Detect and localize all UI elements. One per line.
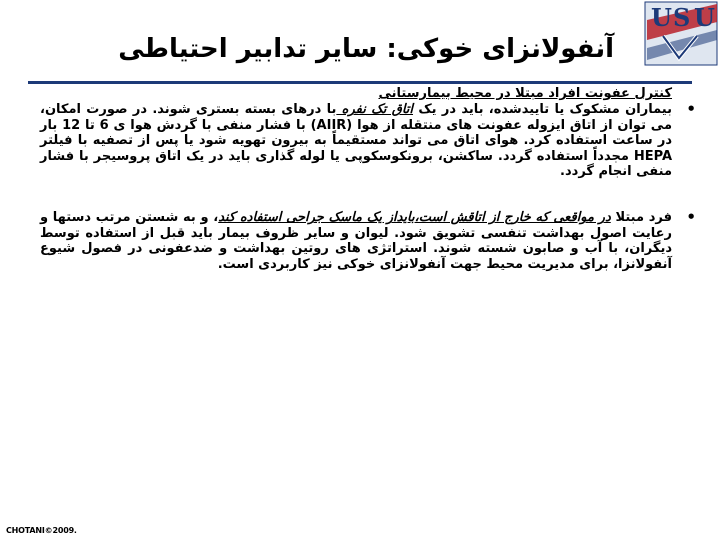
usu-logo (639, 0, 720, 67)
bullet-text-end: با درهای بسته بستری شوند. در صورت امکان، می توان از اتاق ایزوله عفونت های منتقله از هوا (AIIR) با فشار منفی با گردش هوا ی 6 تا 12 بار در ساعت استفاده کرد. هوای اتاق می تواند مستقیماً به بیرون تهویه شود یا پس از تصفیه با فیلتر HEPA مجدداً استفاده گردد. ساکشن، برونکوسکوپی یا لوله گذاری باید در یک اتاق پروسیجر با فشار منفی انجام گردد. (40, 102, 672, 180)
svg-text:S: S (673, 3, 691, 32)
svg-text:U: U (694, 3, 715, 32)
usu-shield-icon (639, 0, 720, 67)
slide-title: آنفولانزای خوکی: سایر تدابیر احتیاطی (118, 34, 614, 64)
bullet-isolation-room (40, 102, 680, 179)
bullet-emphasis: در مواقعی که خارج از اتاقش است،بایداز یک ماسک جراحی استفاده کند (218, 210, 611, 226)
slide-body (40, 86, 680, 272)
bullet-text-end: ، و به شستن مرتب دستها و رعایت اصول بهداشت تنفسی تشویق شود. لیوان و سایر ظروف بیمار باید قبل از استفاده توسط دیگران، با آب و صابون شسته شوند. استراتژی های روتین بهداشت و ضدعفونی در فصول شیوع آنفولانزا، برای مدیریت محیط جهت آنفولانزای خوکی نیز کاربردی است. (40, 210, 672, 272)
section-heading: کنترل عفونت افراد مبتلا در محیط بیمارستانی (378, 86, 672, 101)
bullet-text-start: فرد مبتلا (610, 210, 673, 226)
bullet-text-start: بیماران مشکوک یا تاییدشده، باید در یک (413, 102, 672, 118)
bullet-surgical-mask (40, 210, 680, 272)
title-divider (28, 81, 692, 84)
svg-text:U: U (651, 3, 672, 32)
bullet-emphasis: اتاق تک نفره (336, 102, 414, 118)
copyright-footer: CHOTANI©2009. (6, 526, 77, 535)
